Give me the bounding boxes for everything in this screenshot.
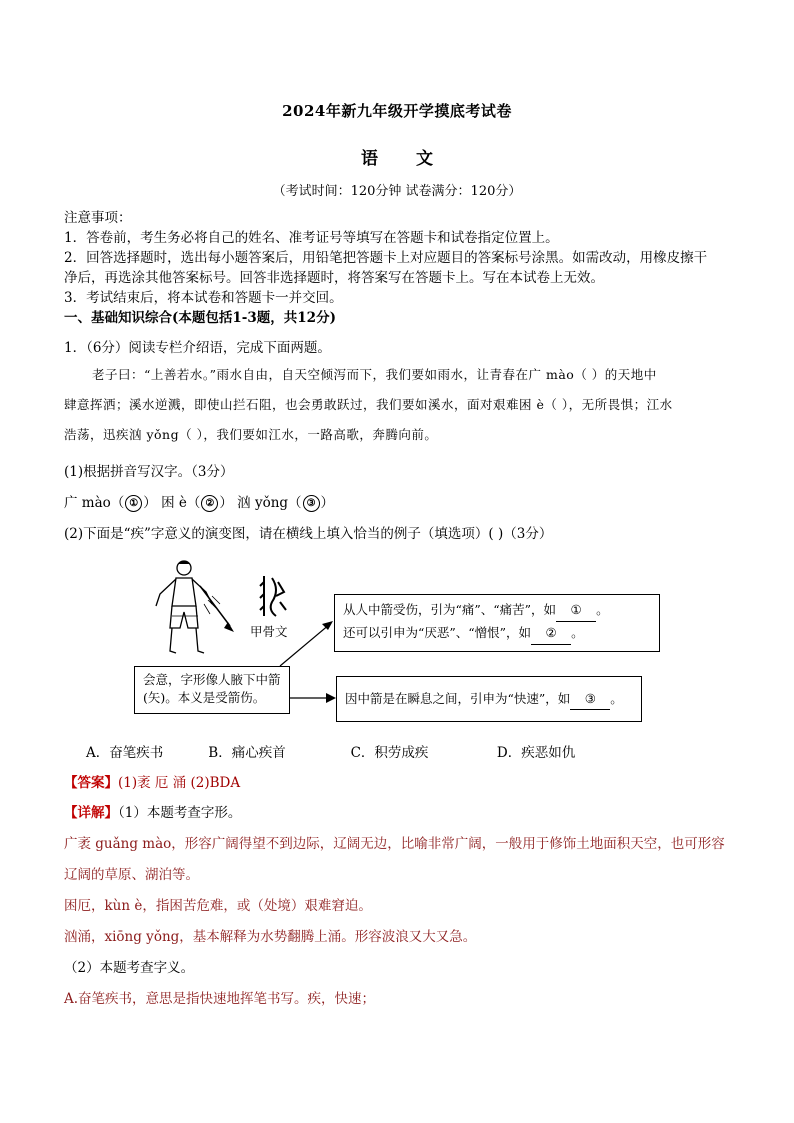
page-title: 2024年新九年级开学摸底考试卷 <box>282 102 512 120</box>
option-d: D．疾恶如仇 <box>496 745 576 761</box>
box-line: 从人中箭受伤，引为“痛”、“痛苦”，如 <box>343 602 557 617</box>
section-heading: 一、基础知识综合(本题包括1-3题，共12分) <box>64 310 336 326</box>
blank-label: ） 汹 yǒng（ <box>219 495 302 511</box>
explain-line: 汹涌，xiōng yǒng，基本解释为水势翻腾上涌。形容波浪又大又急。 <box>64 929 477 945</box>
meaning-box-origin <box>134 666 290 714</box>
answer-text: (1)袤 厄 涌 (2)BDA <box>118 775 241 791</box>
example-blank: ③ <box>570 689 610 710</box>
explain-line: 困厄，kùn è，指困苦危难，或（处境）艰难窘迫。 <box>64 898 372 914</box>
exam-info: （考试时间：120分钟 试卷满分：120分） <box>272 184 522 199</box>
blank-label: ） 困 è（ <box>143 495 201 511</box>
explain-label: 【详解】 <box>64 805 118 821</box>
example-blank: ② <box>531 622 571 645</box>
oracle-label: 甲骨文 <box>250 624 288 639</box>
passage <box>64 360 734 450</box>
answer-options <box>86 741 575 761</box>
explain-line: 广袤 guǎng mào，形容广阔得望不到边际，辽阔无边，比喻非常广阔，一般用于修饰土地面积天空，也可形容 <box>64 836 725 852</box>
option-c: C．积劳成疾 <box>350 745 429 761</box>
notes-item: 2．回答选择题时，选出每小题答案后，用铅笔把答题卡上对应题目的答案标号涂黑。如需改动，用橡皮擦干 <box>64 250 708 266</box>
period: 。 <box>596 602 609 617</box>
explain-line: A.奋笔疾书，意思是指快速地挥笔书写。疾，快速； <box>64 991 376 1007</box>
notes-section <box>64 208 734 328</box>
passage-line: 浩荡，迅疾汹 yǒng（ ），我们要如江水，一路高歌，奔腾向前。 <box>64 427 438 442</box>
circled-number: ③ <box>303 495 320 512</box>
box-line: 因中箭是在瞬息之间，引申为“快速”，如 <box>345 691 571 706</box>
box-line: 会意，字形像人腋下中箭 <box>143 672 281 687</box>
sub-question-1: (1)根据拼音写汉字。（3分） <box>64 464 234 480</box>
subject-title: 语文 <box>361 149 471 169</box>
notes-item: 3．考试结束后，将本试卷和答题卡一并交回。 <box>64 290 343 306</box>
period: 。 <box>571 625 584 640</box>
meaning-box-pain <box>334 594 660 652</box>
explain-first: （1）本题考查字形。 <box>118 805 242 821</box>
pinyin-blanks <box>64 491 334 512</box>
meaning-box-fast <box>336 676 642 722</box>
box-line: (矢)。本义是受箭伤。 <box>143 690 266 705</box>
box-line: 还可以引申为“厌恶”、“憎恨”，如 <box>343 625 532 640</box>
notes-item: 1．答卷前，考生务必将自己的姓名、准考证号等填写在答题卡和试卷指定位置上。 <box>64 230 559 246</box>
answer-label: 【答案】 <box>64 775 118 791</box>
question-1-intro: 1．（6分）阅读专栏介绍语，完成下面两题。 <box>64 340 331 356</box>
option-b: B．痛心疾首 <box>208 745 286 761</box>
explain-line: （2）本题考查字义。 <box>64 960 195 976</box>
passage-line: 肆意挥洒；溪水逆溅，即使山拦石阻，也会勇敢跃过，我们要如溪水，面对艰难困 è（ ），无所畏惧；江水 <box>64 397 673 412</box>
period: 。 <box>610 691 623 706</box>
explanation-section <box>64 798 734 1015</box>
sub-question-2: (2)下面是“疾”字意义的演变图，请在横线上填入恰当的例子（填选项）( )（3分） <box>64 526 553 542</box>
explain-line: 辽阔的草原、湖泊等。 <box>64 867 199 883</box>
option-a: A．奋笔疾书 <box>86 745 164 761</box>
answer-line <box>64 771 240 791</box>
blank-label: ） <box>320 495 335 511</box>
character-evolution-diagram <box>143 556 650 726</box>
example-blank: ① <box>556 599 596 622</box>
notes-item: 净后，再选涂其他答案标号。回答非选择题时，将答案写在答题卡上。写在本试卷上无效。 <box>64 270 604 286</box>
circled-number: ① <box>125 495 142 512</box>
notes-heading: 注意事项： <box>64 210 132 226</box>
passage-line: 老子曰：“上善若水。”雨水自由，自天空倾泻而下，我们要如雨水，让青春在广 mào（ ）的天地中 <box>92 367 657 382</box>
blank-label: 广 mào（ <box>64 495 125 511</box>
circled-number: ② <box>201 495 218 512</box>
